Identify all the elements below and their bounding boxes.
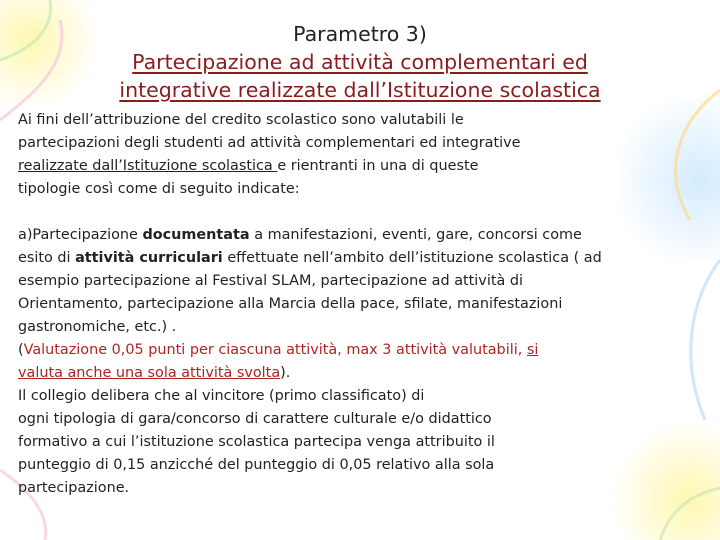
item-a-line-5: gastronomiche, etc.) . — [18, 319, 177, 335]
item-a-line-3: esempio partecipazione al Festival SLAM, partecipazione ad attività di — [18, 273, 523, 289]
intro-line-2: partecipazioni degli studenti ad attività complementari ed integrative — [18, 135, 521, 151]
item-a-l2-bold: attività curriculari — [75, 250, 223, 266]
item-a-line-1 — [18, 224, 708, 247]
item-a-l7-end: ). — [280, 365, 291, 381]
item-a-l2-start: esito di — [18, 250, 76, 266]
intro-paragraph — [18, 109, 708, 201]
intro-line-1: Ai fini dell’attribuzione del credito scolastico sono valutabili le — [18, 112, 464, 128]
item-a-paragraph — [18, 224, 708, 500]
item-a-l1-start: a)Partecipazione — [18, 227, 143, 243]
evaluation-underlined-end: valuta anche una sola attività svolta — [18, 365, 281, 381]
item-a-line-7 — [18, 362, 708, 385]
item-a-line-9: ogni tipologia di gara/concorso di carattere culturale e/o didattico — [18, 411, 492, 427]
item-a-l1-rest: a manifestazioni, eventi, gare, concorsi come — [249, 227, 582, 243]
intro-line-4: tipologie così come di seguito indicate: — [18, 181, 300, 197]
item-a-line-10: formativo a cui l’istituzione scolastica partecipa venga attribuito il — [18, 434, 495, 450]
item-a-l6-paren: ( — [18, 342, 24, 358]
slide-title — [0, 20, 720, 104]
intro-line-3-underlined: realizzate dall’Istituzione scolastica — [18, 158, 278, 174]
evaluation-underlined-start: si — [526, 342, 539, 358]
title-line-2: Partecipazione ad attività complementari ed — [132, 50, 588, 74]
title-line-3: integrative realizzate dall’Istituzione scolastica — [119, 78, 601, 102]
item-a-line-4: Orientamento, partecipazione alla Marcia della pace, sfilate, manifestazioni — [18, 296, 563, 312]
item-a-line-2 — [18, 247, 708, 270]
paragraph-gap — [18, 201, 708, 224]
slide-body — [18, 109, 708, 500]
intro-line-3-rest: e rientranti in una di queste — [277, 158, 479, 174]
intro-line-3 — [18, 155, 708, 178]
item-a-line-8: Il collegio delibera che al vincitore (primo classificato) di — [18, 388, 425, 404]
item-a-l1-bold: documentata — [142, 227, 250, 243]
title-line-1: Parametro 3) — [293, 22, 427, 46]
item-a-line-12: partecipazione. — [18, 480, 130, 496]
evaluation-text: Valutazione 0,05 punti per ciascuna attività, max 3 attività valutabili, — [23, 342, 527, 358]
item-a-l2-rest: effettuate nell’ambito dell’istituzione scolastica ( ad — [222, 250, 602, 266]
item-a-line-11: punteggio di 0,15 anzicché del punteggio di 0,05 relativo alla sola — [18, 457, 495, 473]
item-a-line-6 — [18, 339, 708, 362]
